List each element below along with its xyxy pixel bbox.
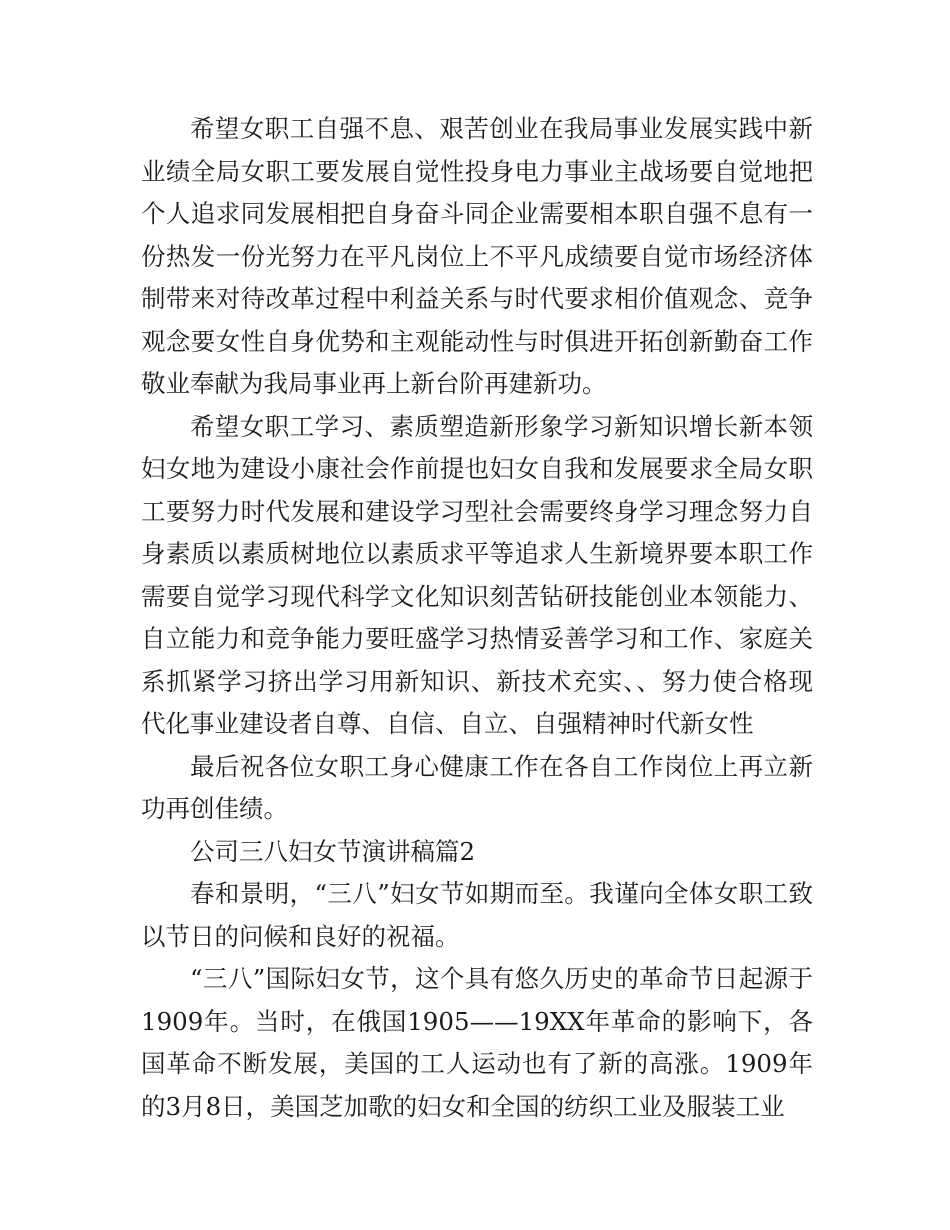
paragraph-3: 最后祝各位女职工身心健康工作在各自工作岗位上再立新功再创佳绩。: [141, 751, 813, 823]
paragraph-5: “三八”国际妇女节，这个具有悠久历史的革命节日起源于1909年。当时，在俄国1905——19XX年革命的影响下，各国革命不断发展，美国的工人运动也有了新的高涨。1909年的3月8日，美国芝加歌的妇女和全国的纺织工业及服装工业: [141, 964, 813, 1121]
paragraph-2: 希望女职工学习、素质塑造新形象学习新知识增长新本领妇女地为建设小康社会作前提也妇女自我和发展要求全局女职工要努力时代发展和建设学习型社会需要终身学习理念努力自身素质以素质树地位以素质求平等追求人生新境界要本职工作需要自觉学习现代科学文化知识刻苦钻研技能创业本领能力、自立能力和竞争能力要旺盛学习热情妥善学习和工作、家庭关系抓紧学习挤出学习用新知识、新技术充实、、努力使合格现代化事业建设者自尊、自信、自立、自强精神时代新女性: [141, 411, 813, 738]
paragraph-1: 希望女职工自强不息、艰苦创业在我局事业发展实践中新业绩全局女职工要发展自觉性投身电力事业主战场要自觉地把个人追求同发展相把自身奋斗同企业需要相本职自强不息有一份热发一份光努力在平凡岗位上不平凡成绩要自觉市场经济体制带来对待改革过程中利益关系与时代要求相价值观念、竞争观念要女性自身优势和主观能动性与时俱进开拓创新勤奋工作敬业奉献为我局事业再上新台阶再建新功。: [141, 114, 813, 398]
section-heading: 公司三八妇女节演讲稿篇2: [190, 836, 476, 866]
document-page: [141, 108, 813, 1128]
paragraph-4: 春和景明，“三八”妇女节如期而至。我谨向全体女职工致以节日的问候和良好的祝福。: [141, 879, 813, 951]
